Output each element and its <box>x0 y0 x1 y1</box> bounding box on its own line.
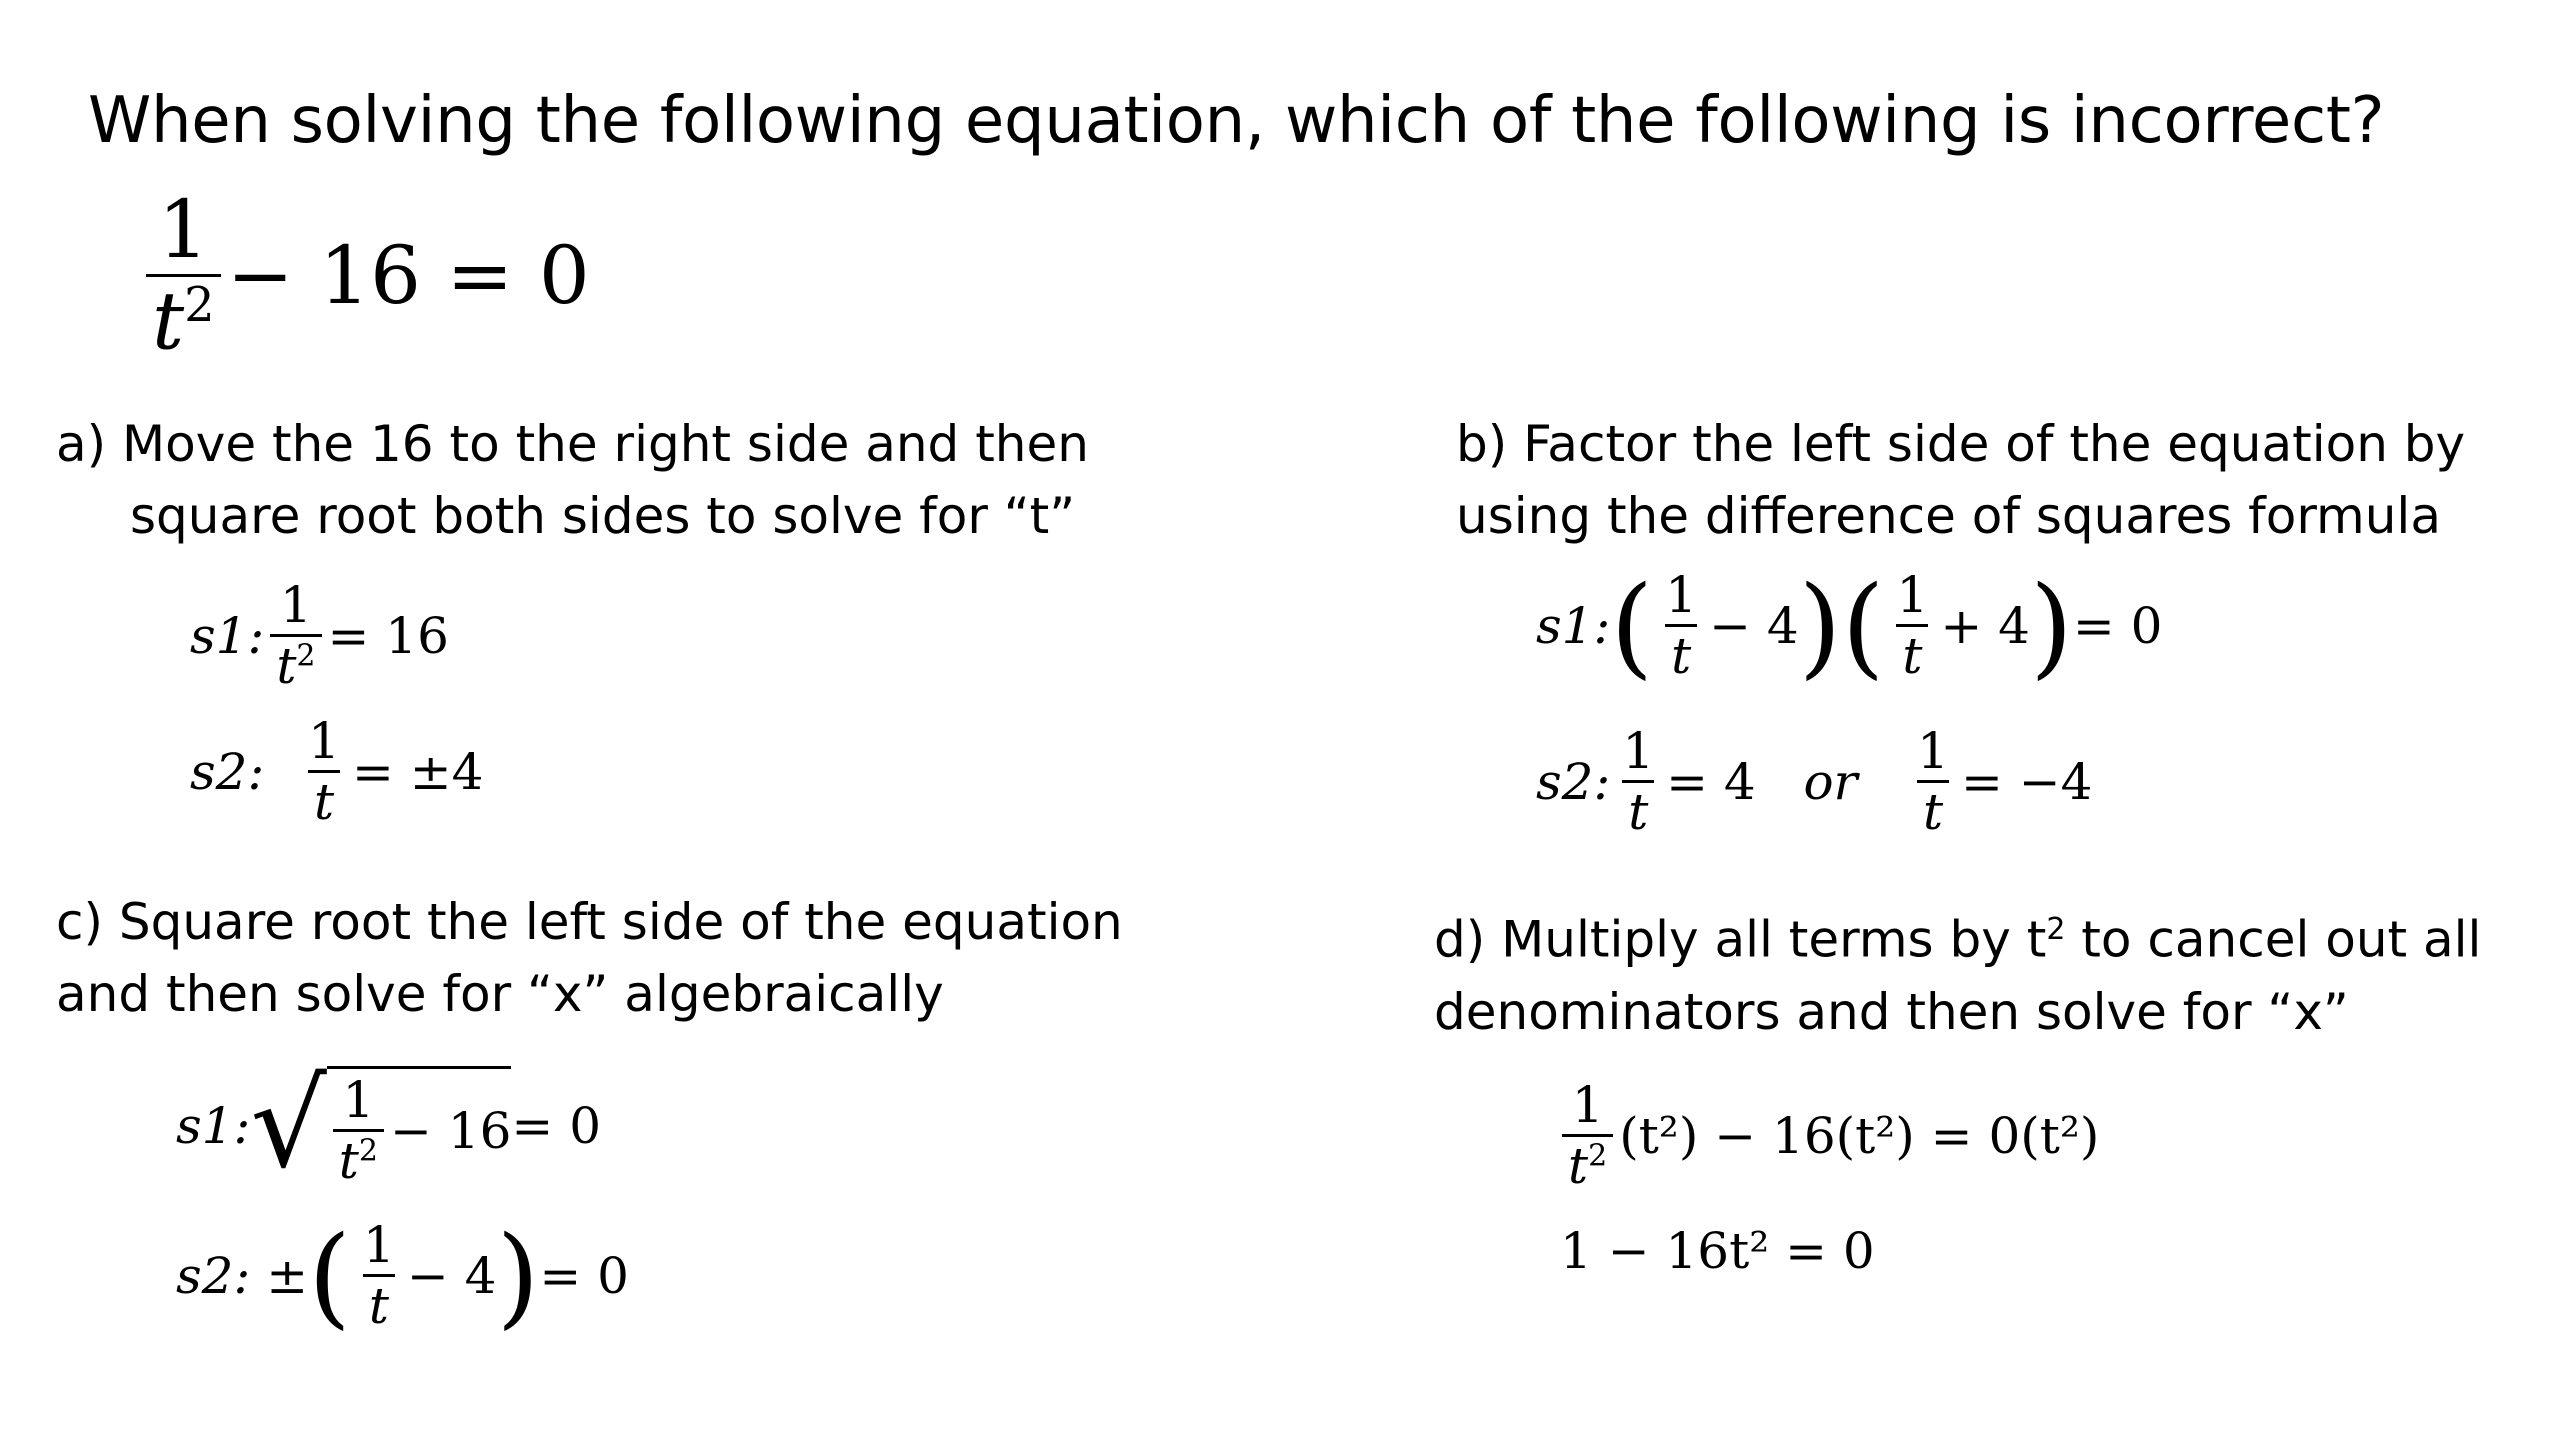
option-d[interactable] <box>1434 894 2481 1048</box>
option-a-step2: s2: $\frac{1}{t}$ = ±4 <box>190 712 484 831</box>
option-c-line2: and then solve for “x” algebraically <box>56 965 944 1023</box>
main-fraction: $\frac{1}{t^2}$ <box>146 190 221 362</box>
option-d-step1: $\frac{1}{t^2}$ (t²) − 16(t²) = 0(t²) <box>1556 1080 2099 1191</box>
option-a-line2: square root both sides to solve for “t” <box>130 487 1076 545</box>
option-b-step1: s1: ( $\frac{1}{t}$ − 4 ) ( $\frac{1}{t}$ + 4 ) = 0 <box>1536 561 2163 690</box>
option-b[interactable] <box>1456 408 2465 552</box>
option-b-line1: b) Factor the left side of the equation by <box>1456 415 2466 473</box>
option-d-line1: d) Multiply all terms by $t^2$ to cancel out all <box>1434 910 2482 969</box>
main-eq-rest: − 16 = 0 <box>226 229 590 323</box>
option-a[interactable] <box>56 408 1089 552</box>
option-c-step1: s1: √ $\frac{1}{t^2}$ − 16 = 0 <box>176 1056 602 1195</box>
option-c[interactable] <box>56 886 1123 1030</box>
option-b-step2: s2: $\frac{1}{t}$ = 4 or $\frac{1}{t}$ = −4 <box>1536 722 2093 841</box>
option-d-step2: 1 − 16t² = 0 <box>1560 1222 1875 1280</box>
option-a-line1: a) Move the 16 to the right side and then <box>56 415 1089 473</box>
main-equation <box>140 183 590 368</box>
option-a-step1: s1: $\frac{1}{t^2}$ = 16 <box>190 576 449 695</box>
option-c-line1: c) Square root the left side of the equation <box>56 893 1123 951</box>
question-title: When solving the following equation, which of the following is incorrect? <box>88 84 2385 158</box>
option-d-line2: denominators and then solve for “x” <box>1434 982 2349 1041</box>
option-c-step2: s2: ± ( $\frac{1}{t}$ − 4 ) = 0 <box>176 1211 629 1340</box>
option-b-line2: using the difference of squares formula <box>1456 487 2441 545</box>
